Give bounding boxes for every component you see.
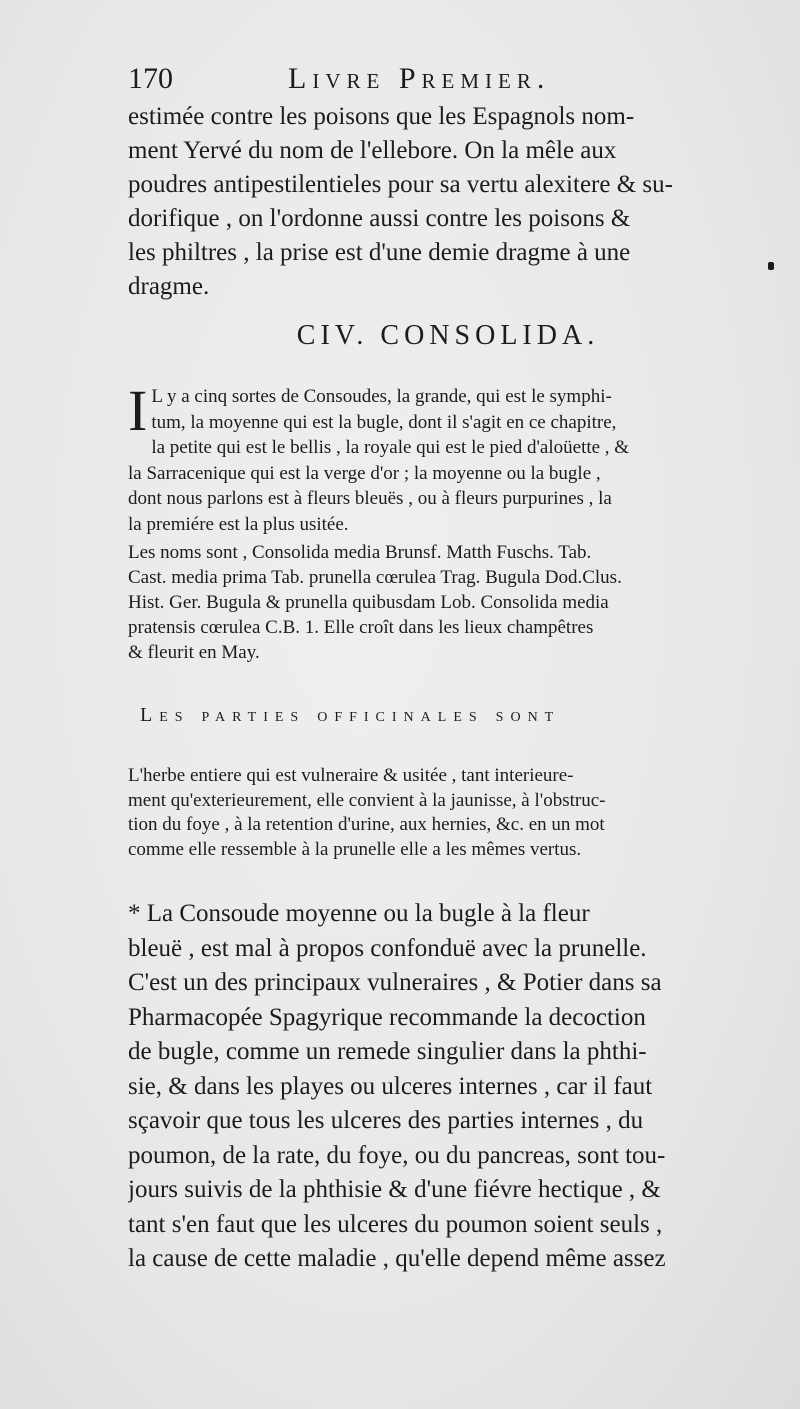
text-line: dragme.: [128, 273, 210, 300]
text-line: Cast. media prima Tab. prunella cœrulea Trag. Bugula Dod.Clus.: [128, 567, 622, 588]
text-line: les philtres , la prise est d'une demie dragme à une: [128, 239, 631, 266]
text-line: C'est un des principaux vulneraires , & Potier dans sa: [128, 969, 662, 996]
text-line: ment Yervé du nom de l'ellebore. On la mêle aux: [128, 137, 617, 164]
text-line: tion du foye , à la retention d'urine, aux hernies, &c. en un mot: [128, 814, 605, 835]
page-number: 170: [128, 62, 173, 95]
text-line: dont nous parlons est à fleurs bleuës , ou à fleurs purpurines , la: [128, 488, 612, 509]
text-line: pratensis cœrulea C.B. 1. Elle croît dans les lieux champêtres: [128, 617, 594, 638]
book-title: Livre Premier.: [288, 62, 551, 95]
text-line: comme elle ressemble à la prunelle elle a les mêmes vertus.: [128, 838, 582, 860]
text-line: ment qu'exterieurement, elle convient à la jaunisse, à l'obstruc-: [128, 789, 606, 811]
text-line: jours suivis de la phthisie & d'une fiévre hectique , &: [128, 1176, 661, 1203]
text-line: sie, & dans les playes ou ulceres internes , car il faut: [128, 1072, 653, 1100]
drop-cap: I: [128, 378, 148, 443]
text-line: Hist. Ger. Bugula & prunella quibusdam Lob. Consolida media: [128, 592, 609, 613]
text-line: & fleurit en May.: [128, 642, 260, 663]
paragraph-intro: [128, 378, 768, 537]
paragraph-note: [128, 897, 768, 1277]
text-line: dorifique , on l'ordonne aussi contre les poisons &: [128, 205, 631, 232]
running-head: [128, 62, 768, 102]
text-line: tum, la moyenne qui est la bugle, dont il s'agit en ce chapitre,: [151, 411, 617, 433]
text-line: estimée contre les poisons que les Espagnols nom-: [128, 103, 635, 130]
text-line: la Sarracenique qui est la verge d'or ; la moyenne ou la bugle ,: [128, 462, 601, 484]
text-line: bleuë , est mal à propos confonduë avec la prunelle.: [128, 934, 647, 962]
paragraph-names: [128, 540, 768, 665]
text-line: L'herbe entiere qui est vulneraire & usitée , tant interieure-: [128, 765, 574, 786]
text-line: sçavoir que tous les ulceres des parties internes , du: [128, 1107, 644, 1134]
text-line: la petite qui est le bellis , la royale qui est le pied d'aloüette , &: [151, 437, 630, 458]
text-line: la premiére est la plus usitée.: [128, 513, 349, 535]
text-line: L y a cinq sortes de Consoudes, la grande, qui est le symphi-: [151, 386, 612, 407]
text-line: poudres antipestilentieles pour sa vertu alexitere & su-: [128, 171, 673, 198]
section-heading: Les parties officinales sont: [140, 704, 561, 726]
text-line: Pharmacopée Spagyrique recommande la decoction: [128, 1003, 646, 1031]
paragraph-officinal-parts: [128, 764, 768, 862]
text-line: * La Consoude moyenne ou la bugle à la fleur: [128, 900, 590, 927]
paragraph-continuation: [128, 100, 768, 304]
chapter-heading: CIV. CONSOLIDA.: [296, 320, 600, 351]
text-line: tant s'en faut que les ulceres du poumon soient seuls ,: [128, 1210, 663, 1238]
text-line: de bugle, comme un remede singulier dans la phthi-: [128, 1038, 647, 1065]
text-line: poumon, de la rate, du foye, ou du pancreas, sont tou-: [128, 1141, 666, 1169]
text-line: la cause de cette maladie , qu'elle depend même assez: [128, 1245, 666, 1272]
ink-mark: [768, 262, 774, 270]
text-line: Les noms sont , Consolida media Brunsf. Matth Fuschs. Tab.: [128, 542, 592, 563]
